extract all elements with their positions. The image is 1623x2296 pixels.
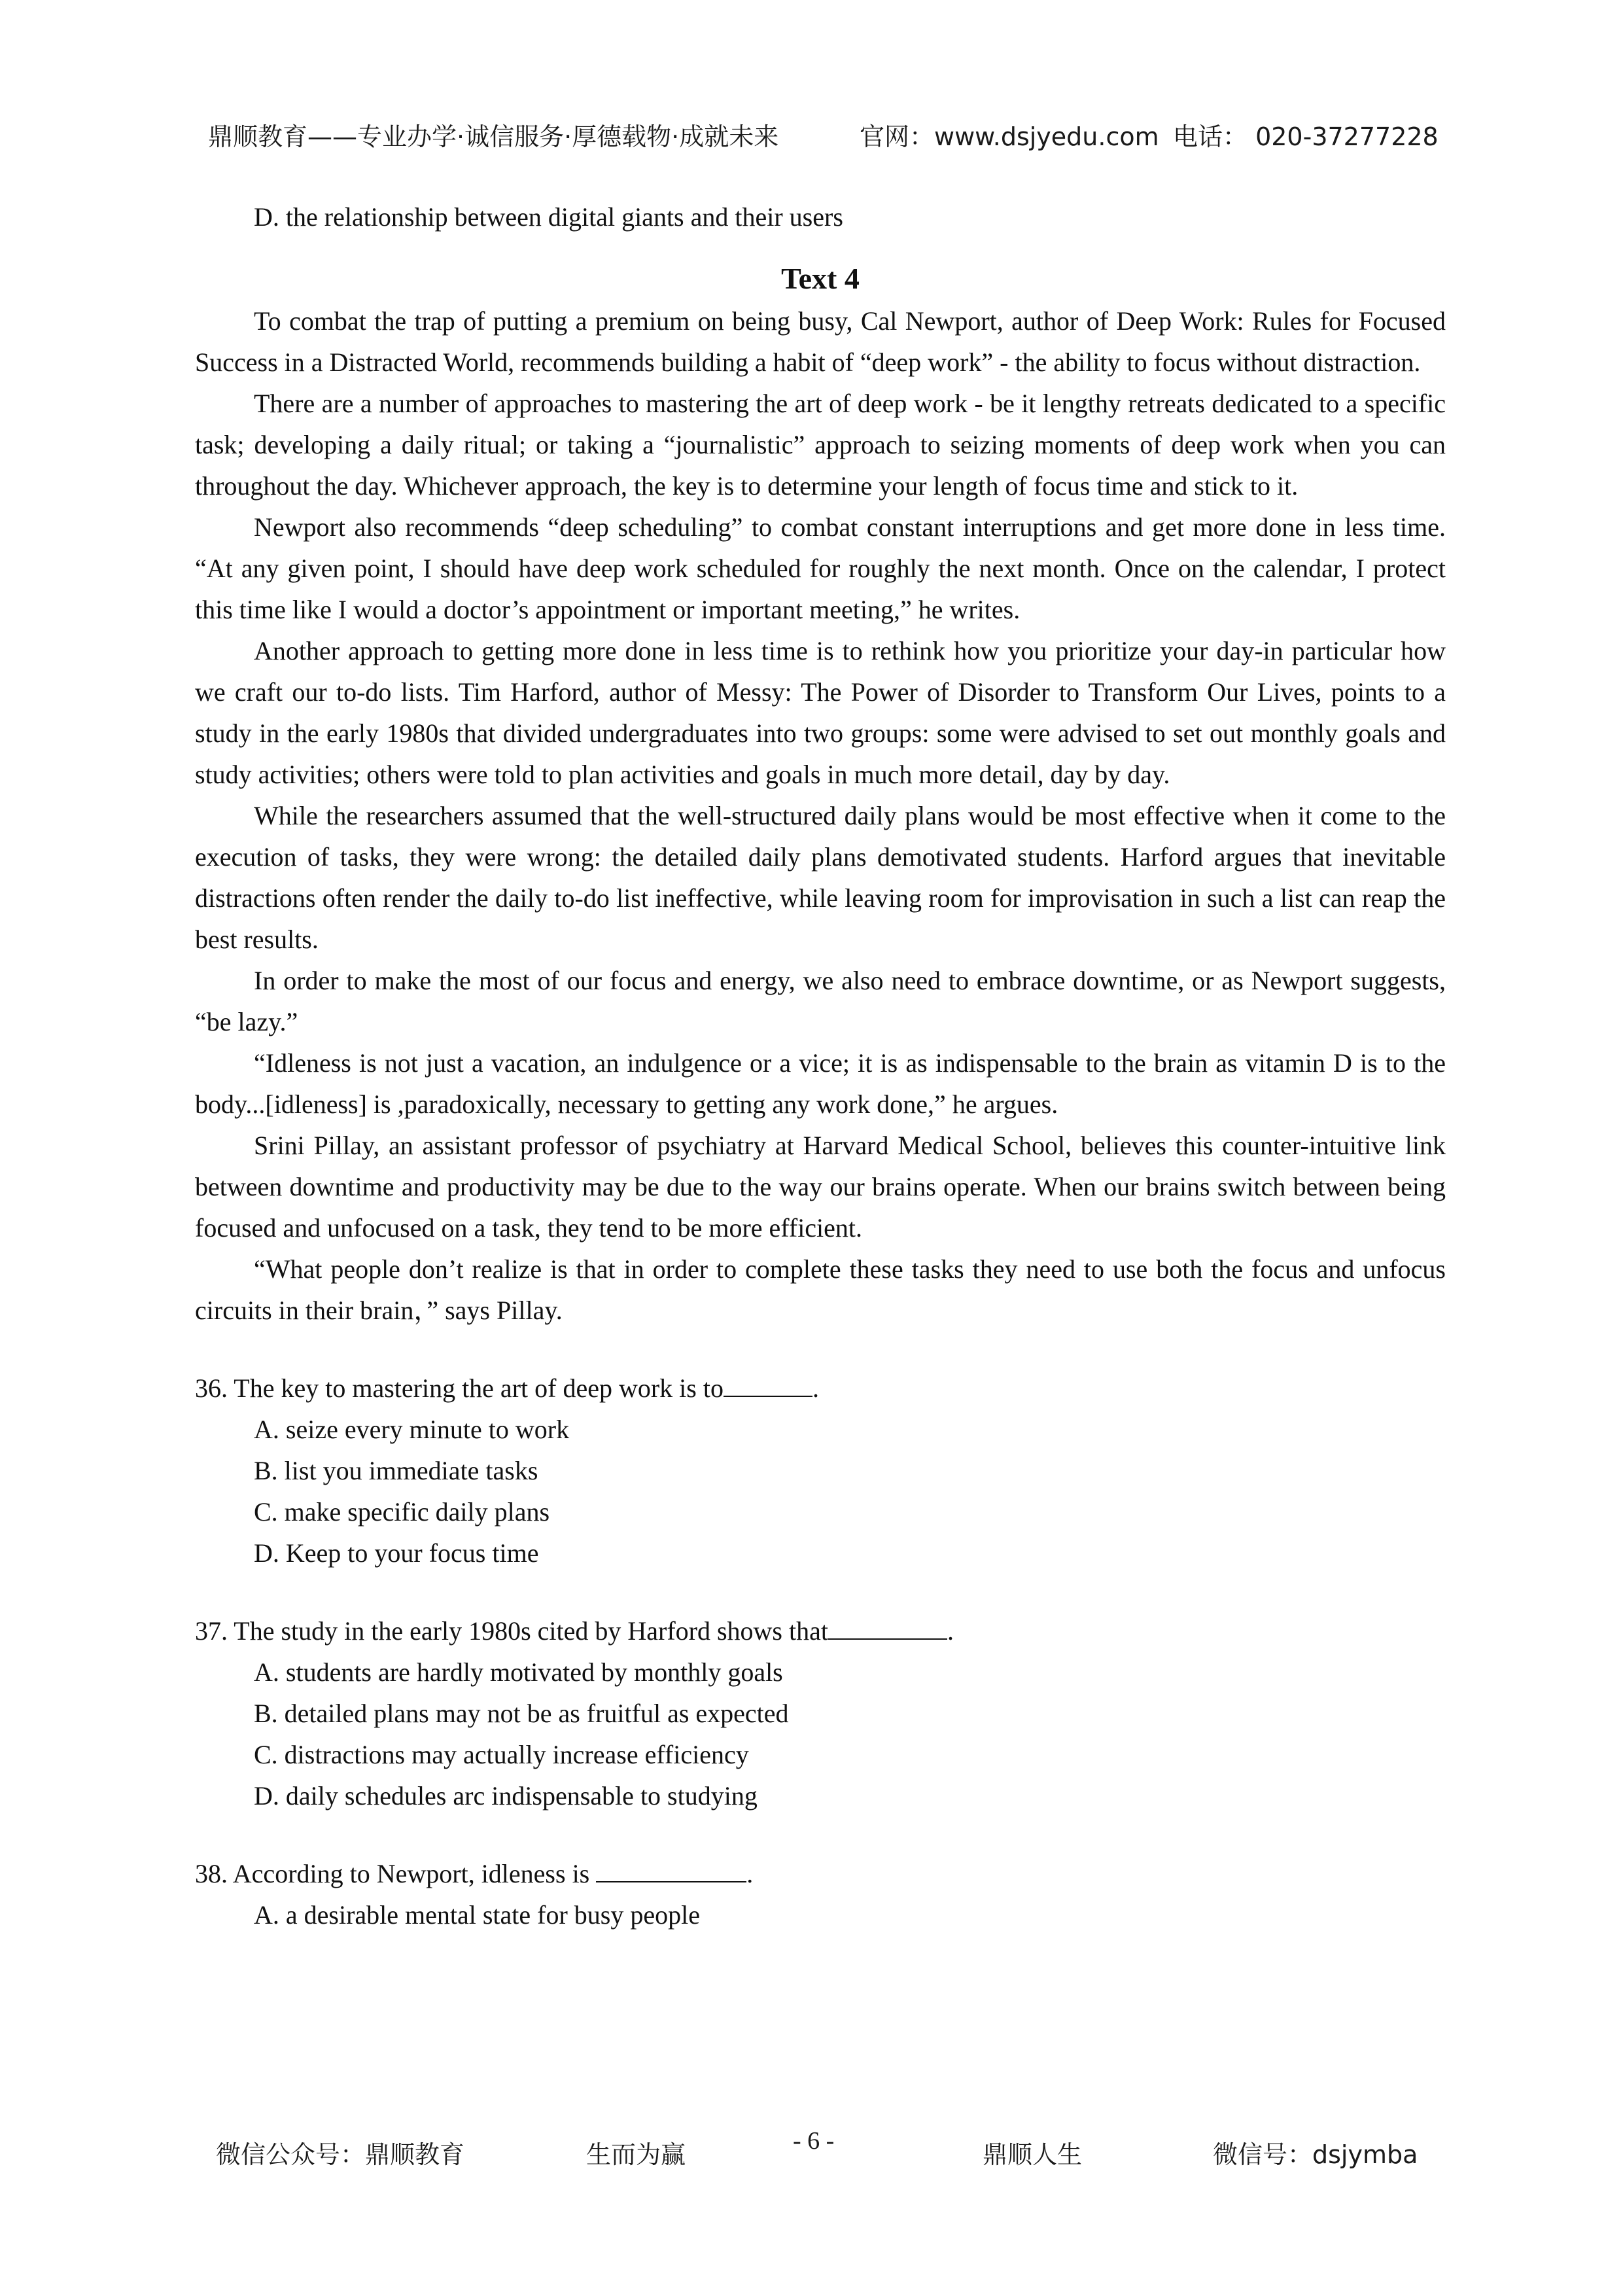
paragraph: “What people don’t realize is that in order to complete these tasks they need to use both the focus and unfocus circuits in their brain，” says Pillay. xyxy=(195,1254,1446,1325)
paragraph: Srini Pillay, an assistant professor of psychiatry at Harvard Medical School, believes this counter-intuitive link between downtime and productivity may be due to the way our brains operate. When our brains switch between being focused and unfocused on a task, they tend to be more efficient. xyxy=(195,1131,1446,1243)
page-header xyxy=(208,116,1439,162)
question-stem xyxy=(195,1368,1446,1409)
answer-blank xyxy=(724,1373,812,1397)
question-end: . xyxy=(746,1859,754,1888)
carryover-option: D. the relationship between digital giants and their users xyxy=(254,202,843,232)
paragraph: In order to make the most of our focus and energy, we also need to embrace downtime, or as Newport suggests, “be lazy.” xyxy=(195,966,1446,1036)
option: C. distractions may actually increase efficiency xyxy=(254,1740,749,1769)
footer-motto-right: 鼎顺人生 xyxy=(983,2140,1083,2169)
paragraph: Newport also recommends “deep scheduling” to combat constant interruptions and get more done in less time. “At any given point, I should have deep work scheduled for roughly the next month. Once on the calendar, I protect this time like I would a doctor’s appointment or important meeting,” he writes. xyxy=(195,512,1446,624)
option: D. daily schedules arc indispensable to studying xyxy=(254,1781,758,1810)
footer-wechat-id: 微信号：dsjymba xyxy=(1213,2140,1418,2169)
page-footer xyxy=(216,2127,1433,2174)
question-37 xyxy=(195,1610,1446,1816)
answer-blank xyxy=(828,1616,947,1640)
option: B. list you immediate tasks xyxy=(254,1456,538,1485)
answer-blank xyxy=(596,1859,746,1882)
paragraph: To combat the trap of putting a premium on being busy, Cal Newport, author of Deep Work: Rules for Focused Success in a Distracted World, recommends building a habit of “deep work” - the ability to focus without distraction. xyxy=(195,306,1446,377)
document-body xyxy=(195,196,1446,1935)
option: A. seize every minute to work xyxy=(254,1415,570,1444)
header-phone: 电话： 020-37277228 xyxy=(1173,122,1439,151)
paragraph: “Idleness is not just a vacation, an indulgence or a vice; it is as indispensable to the brain as vitamin D is to the body...[idleness] is ,paradoxically, necessary to getting any work done,” he argues. xyxy=(195,1048,1446,1119)
text-title: Text 4 xyxy=(781,262,860,295)
option: A. a desirable mental state for busy people xyxy=(254,1900,700,1930)
page-number: - 6 - xyxy=(793,2127,835,2155)
question-38 xyxy=(195,1853,1446,1935)
option: B. detailed plans may not be as fruitful as expected xyxy=(254,1699,789,1728)
question-36 xyxy=(195,1368,1446,1574)
footer-motto-left: 生而为赢 xyxy=(586,2140,686,2169)
header-slogan: 鼎顺教育——专业办学·诚信服务·厚德载物·成就未来 xyxy=(208,122,779,151)
option: A. students are hardly motivated by monthly goals xyxy=(254,1657,783,1687)
question-text: 37. The study in the early 1980s cited by Harford shows that xyxy=(195,1616,828,1646)
question-end: . xyxy=(947,1616,954,1646)
question-text: 36. The key to mastering the art of deep work is to xyxy=(195,1373,724,1403)
paragraph: There are a number of approaches to mastering the art of deep work - be it lengthy retreats dedicated to a specific task; developing a daily ritual; or taking a “journalistic” approach to seizing moments of deep work when you can throughout the day. Whichever approach, the key is to determine your length of focus time and stick to it. xyxy=(195,389,1446,501)
question-stem xyxy=(195,1853,1446,1894)
paragraph: While the researchers assumed that the well-structured daily plans would be most effective when it come to the execution of tasks, they were wrong: the detailed daily plans demotivated students. Harford argues that inevitable distractions often render the daily to-do list ineffective, while leaving room for improvisation in such a list can reap the best results. xyxy=(195,801,1446,954)
question-end: . xyxy=(812,1373,819,1403)
footer-wechat-public: 微信公众号：鼎顺教育 xyxy=(216,2140,465,2169)
header-website: 官网：www.dsjyedu.com xyxy=(860,122,1159,151)
question-stem xyxy=(195,1610,1446,1651)
option: C. make specific daily plans xyxy=(254,1497,550,1527)
question-text: 38. According to Newport, idleness is xyxy=(195,1859,590,1888)
paragraph: Another approach to getting more done in less time is to rethink how you prioritize your day-in particular how we craft our to-do lists. Tim Harford, author of Messy: The Power of Disorder to Transform Our Lives, points to a study in the early 1980s that divided undergraduates into two groups: some were advised to set out monthly goals and study activities; others were told to plan activities and goals in much more detail, day by day. xyxy=(195,636,1446,789)
option: D. Keep to your focus time xyxy=(254,1538,539,1568)
